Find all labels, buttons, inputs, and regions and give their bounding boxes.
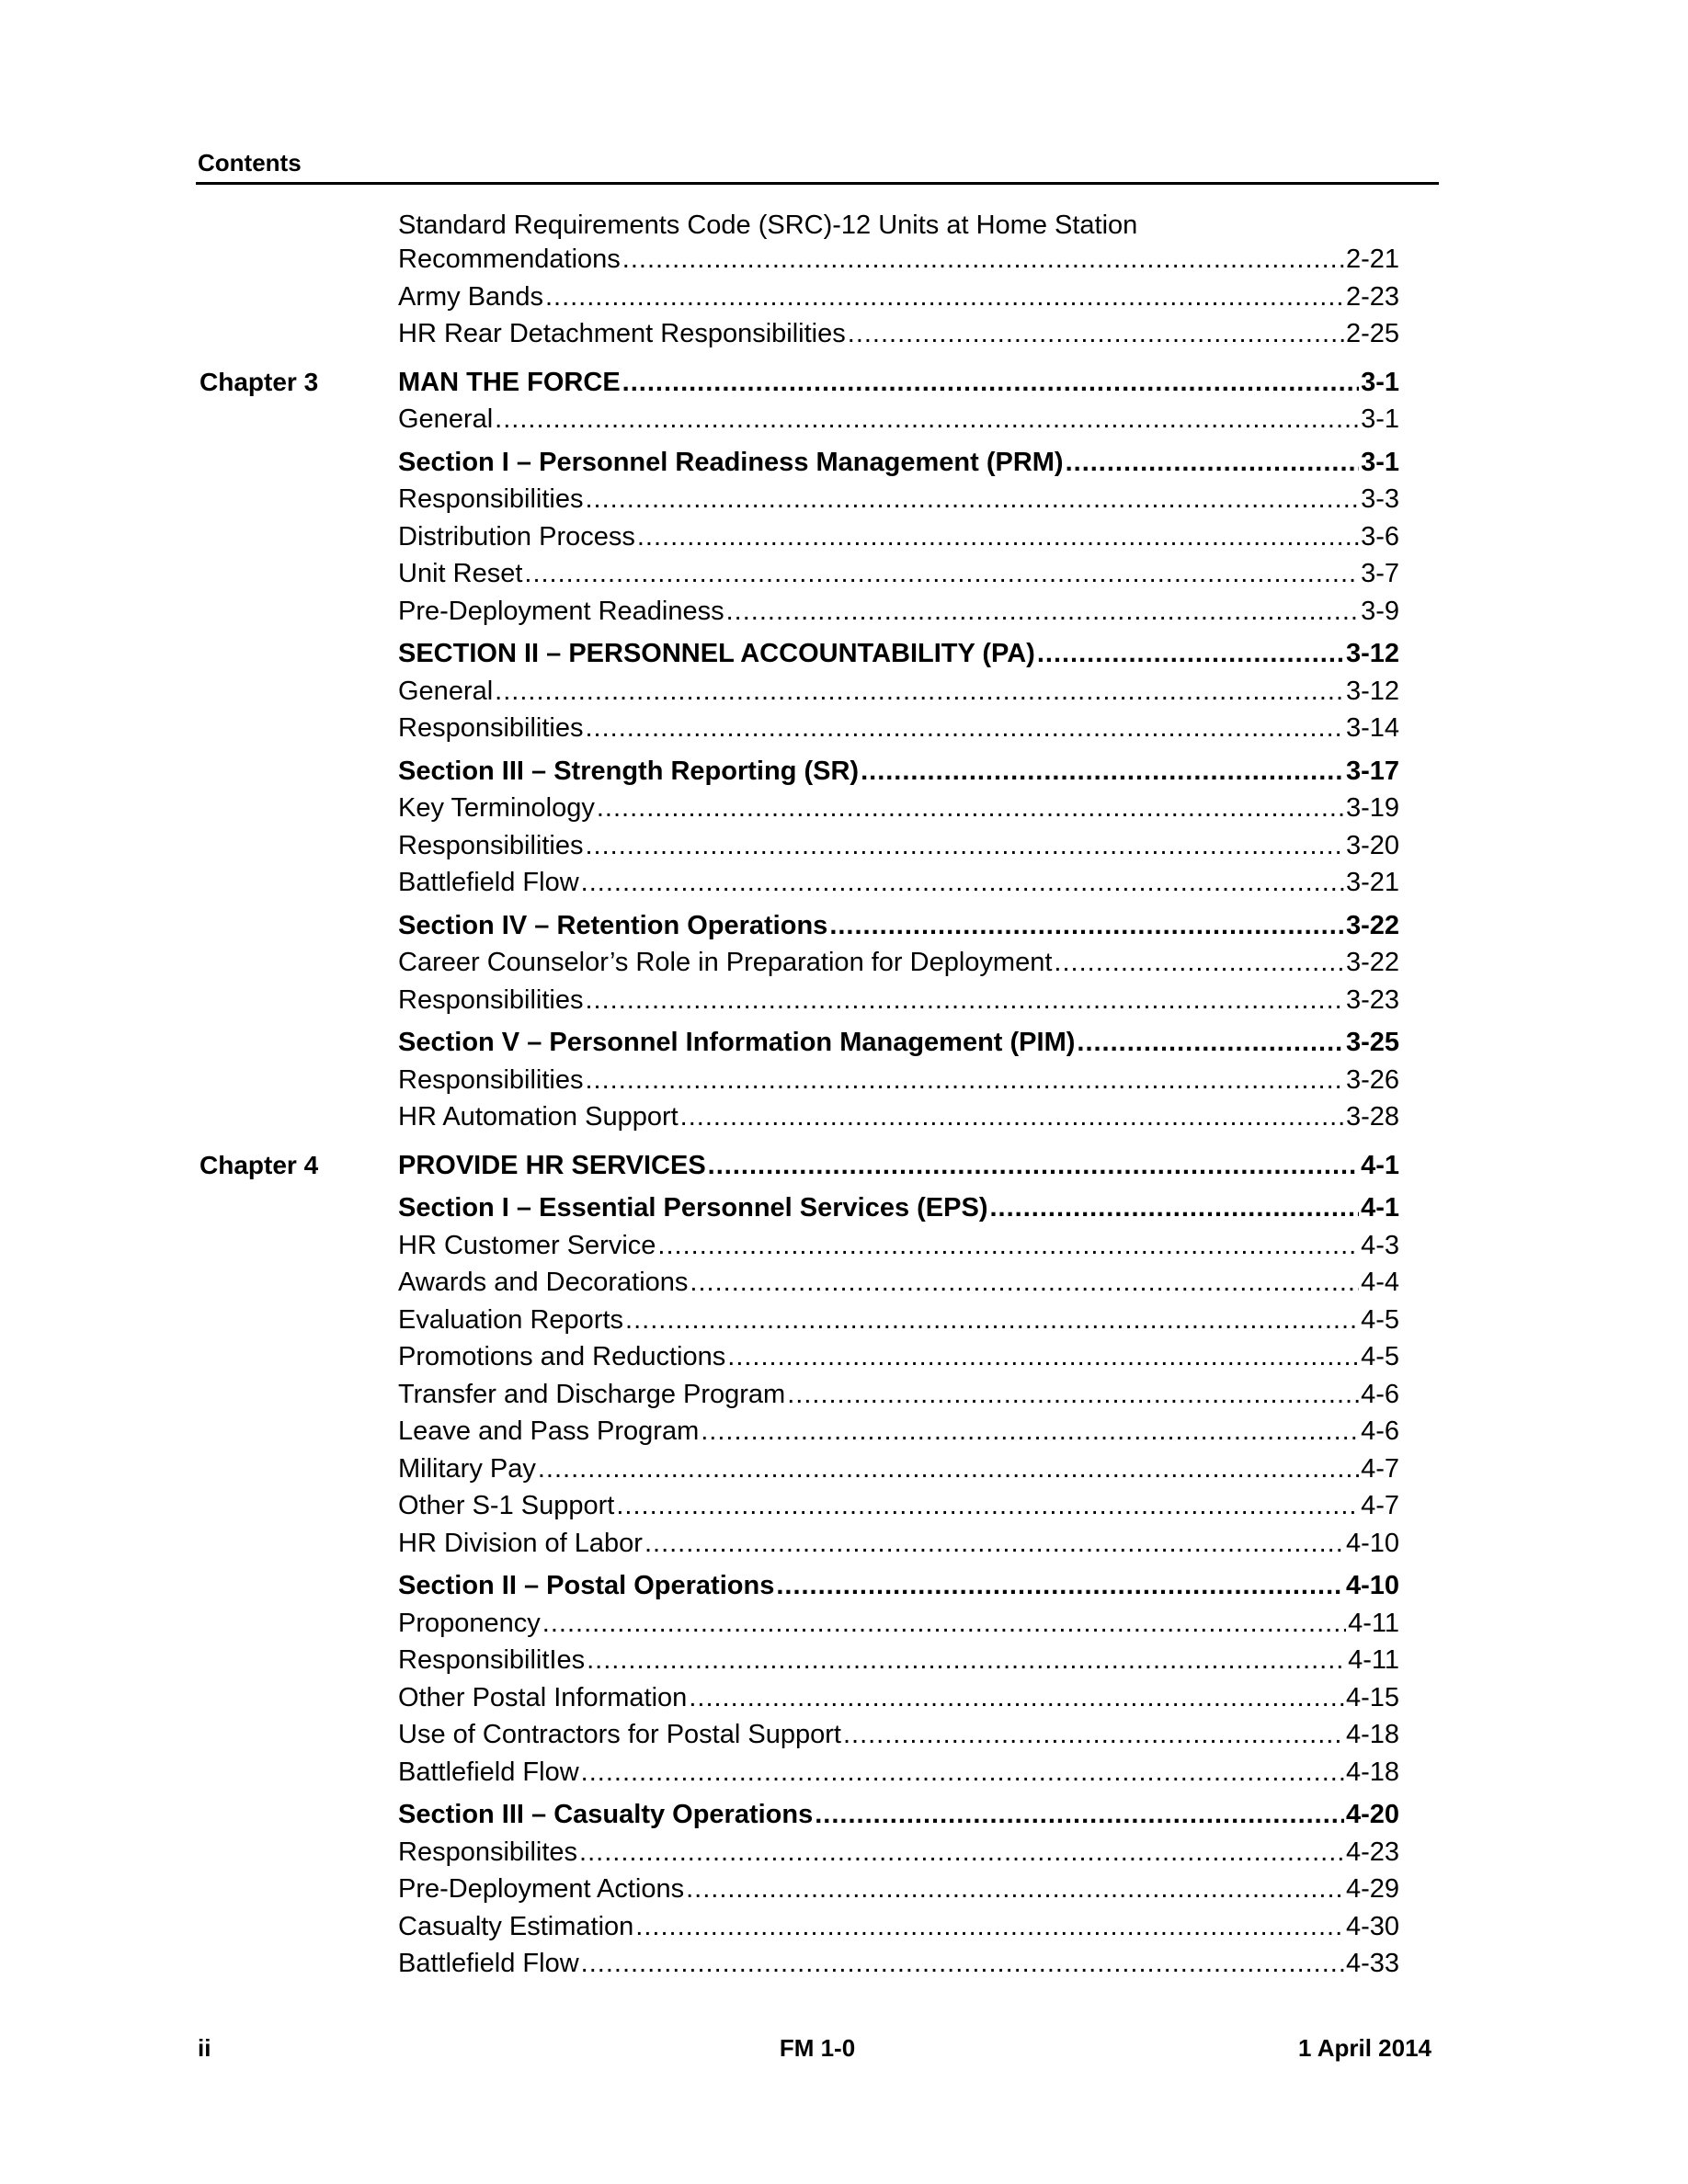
toc-entry-title: Other Postal Information <box>398 1682 688 1712</box>
toc-entry[interactable] <box>398 1098 1399 1136</box>
toc-heading-entry[interactable] <box>398 364 1399 402</box>
toc-entry-title: Transfer and Discharge Program <box>398 1379 786 1409</box>
dot-leader <box>787 1376 1359 1414</box>
toc-entry-page: 3-12 <box>1345 676 1399 706</box>
toc-entry[interactable] <box>398 1945 1399 1983</box>
dot-leader <box>815 1796 1344 1834</box>
toc-entry[interactable] <box>398 944 1399 982</box>
toc-entry-page: 4-15 <box>1345 1682 1399 1712</box>
toc-entry-page: 3-23 <box>1345 984 1399 1015</box>
toc-entry-title: Responsibilities <box>398 1064 584 1095</box>
dot-leader <box>625 1302 1359 1339</box>
dot-leader <box>686 1871 1344 1908</box>
toc-group <box>196 210 1439 353</box>
toc-entry[interactable] <box>398 1487 1399 1525</box>
dot-leader <box>597 790 1344 827</box>
toc-entry-title: Pre-Deployment Readiness <box>398 596 724 626</box>
toc-entry[interactable] <box>398 1413 1399 1450</box>
dot-leader <box>680 1098 1344 1136</box>
toc-entry-page: 4-20 <box>1345 1800 1399 1829</box>
toc-heading-entry[interactable] <box>398 1024 1399 1062</box>
dot-leader <box>1037 635 1344 673</box>
dot-leader <box>727 1338 1359 1376</box>
toc-entries <box>398 210 1399 353</box>
toc-entry-page: 4-33 <box>1345 1949 1399 1978</box>
toc-entry[interactable] <box>398 1338 1399 1376</box>
table-of-contents <box>196 210 1439 1994</box>
toc-entry-page: 3-9 <box>1361 596 1399 626</box>
toc-entry-title: ResponsibilitIes <box>398 1645 586 1675</box>
toc-entry[interactable] <box>398 1227 1399 1265</box>
toc-entry[interactable] <box>398 401 1399 438</box>
dot-leader <box>587 1642 1346 1679</box>
toc-entry-title: HR Automation Support <box>398 1102 679 1132</box>
toc-entry-page: 3-20 <box>1345 830 1399 860</box>
toc-entry[interactable] <box>398 673 1399 711</box>
toc-entry[interactable] <box>398 1834 1399 1871</box>
toc-heading-entry[interactable] <box>398 1147 1399 1185</box>
toc-entry-page: 2-25 <box>1345 319 1399 348</box>
dot-leader <box>701 1413 1359 1450</box>
toc-entry[interactable] <box>398 790 1399 827</box>
toc-entry-title: Use of Contractors for Postal Support <box>398 1720 841 1749</box>
toc-entry-page: 3-19 <box>1345 793 1399 823</box>
dot-leader <box>1077 1024 1344 1062</box>
toc-entry-page: 3-1 <box>1361 404 1399 434</box>
toc-entry[interactable] <box>398 555 1399 593</box>
running-head-title: Contents <box>198 149 302 176</box>
dot-leader <box>581 1754 1344 1792</box>
toc-entry-page: 4-5 <box>1361 1342 1399 1371</box>
toc-entry[interactable] <box>398 982 1399 1019</box>
toc-entry-page: 3-7 <box>1361 559 1399 588</box>
toc-entry-title: Career Counselor’s Role in Preparation for Deployment <box>398 948 1053 977</box>
toc-entry-page: 4-11 <box>1348 1645 1399 1675</box>
dot-leader <box>861 753 1344 791</box>
toc-entry-title: HR Division of Labor <box>398 1528 643 1558</box>
toc-entry-title: Battlefield Flow <box>398 1949 579 1978</box>
dot-leader <box>657 1227 1359 1265</box>
toc-entry-title: Other S-1 Support <box>398 1491 615 1520</box>
toc-heading-entry[interactable] <box>398 635 1399 673</box>
toc-entry-title: General <box>398 404 494 434</box>
toc-entry-page: 2-21 <box>1345 245 1399 274</box>
dot-leader <box>726 593 1359 631</box>
dot-leader <box>637 518 1359 556</box>
toc-entry[interactable] <box>398 1679 1399 1717</box>
toc-entry-title: Awards and Decorations <box>398 1268 689 1297</box>
toc-entry[interactable] <box>398 1302 1399 1339</box>
toc-entry-title: Responsibilities <box>398 484 584 514</box>
toc-entry-title: Key Terminology <box>398 793 595 823</box>
toc-entry-page: 4-5 <box>1361 1304 1399 1335</box>
toc-entry-page: 4-7 <box>1361 1453 1399 1484</box>
dot-leader <box>581 864 1344 902</box>
toc-entry-title: Section III – Strength Reporting (SR) <box>398 756 860 786</box>
footer-publication: FM 1-0 <box>779 2034 856 2062</box>
toc-entries <box>398 364 1399 1136</box>
toc-entry[interactable] <box>398 1450 1399 1488</box>
dot-leader <box>524 555 1359 593</box>
toc-entry[interactable] <box>398 1376 1399 1414</box>
toc-entry-title: Battlefield Flow <box>398 1757 579 1787</box>
dot-leader <box>538 1450 1359 1488</box>
dot-leader <box>990 1189 1360 1227</box>
toc-entry-page: 4-30 <box>1345 1911 1399 1941</box>
toc-heading-entry[interactable] <box>398 753 1399 791</box>
toc-entry-title: Pre-Deployment Actions <box>398 1874 685 1904</box>
toc-entry-title: Distribution Process <box>398 521 635 552</box>
toc-entry-title: General <box>398 676 494 706</box>
dot-leader <box>586 710 1344 747</box>
toc-entry-title: Casualty Estimation <box>398 1911 634 1941</box>
toc-entry-page: 4-6 <box>1361 1416 1399 1446</box>
toc-entry-title: Battlefield Flow <box>398 868 579 897</box>
toc-entry-title: Military Pay <box>398 1453 536 1484</box>
toc-heading-entry[interactable] <box>398 1796 1399 1834</box>
footer-page-number: ii <box>198 2034 211 2062</box>
toc-entry-title: Section I – Essential Personnel Services (EPS) <box>398 1193 988 1223</box>
toc-entry[interactable] <box>398 241 1399 279</box>
toc-entry-title: Section II – Postal Operations <box>398 1571 775 1600</box>
dot-leader <box>1066 444 1360 482</box>
toc-entry-title: Section V – Personnel Information Management (PIM) <box>398 1028 1076 1057</box>
dot-leader <box>616 1487 1359 1525</box>
toc-entry[interactable] <box>398 1716 1399 1754</box>
toc-entry-page: 3-3 <box>1361 484 1399 514</box>
dot-leader <box>689 1679 1344 1717</box>
dot-leader <box>545 279 1344 316</box>
toc-entry-page: 3-28 <box>1345 1102 1399 1132</box>
chapter-label: Chapter 4 <box>200 1150 319 1179</box>
toc-entry-page: 3-21 <box>1345 868 1399 897</box>
toc-entry-page: 3-14 <box>1345 713 1399 743</box>
toc-entry-page: 4-10 <box>1345 1528 1399 1558</box>
toc-entry-title: HR Customer Service <box>398 1230 656 1260</box>
toc-entry[interactable] <box>398 1754 1399 1792</box>
toc-heading-entry[interactable] <box>398 907 1399 945</box>
toc-entry[interactable] <box>398 481 1399 518</box>
toc-entry-title: Proponency <box>398 1608 541 1638</box>
toc-group <box>196 1147 1439 1983</box>
toc-entry-title: Evaluation Reports <box>398 1304 624 1335</box>
toc-entry-page: 2-23 <box>1345 281 1399 312</box>
running-head <box>196 149 1439 185</box>
toc-entry-title: Army Bands <box>398 281 543 312</box>
toc-entry-title: Section I – Personnel Readiness Management (PRM) <box>398 447 1064 477</box>
footer-date: 1 April 2014 <box>1297 2034 1431 2062</box>
toc-entry-page: 3-1 <box>1361 447 1399 477</box>
toc-entry-page: 4-3 <box>1361 1230 1399 1260</box>
toc-entry-title: MAN THE FORCE <box>398 367 621 397</box>
toc-entry[interactable] <box>398 1871 1399 1908</box>
toc-heading-entry[interactable] <box>398 444 1399 482</box>
page-footer <box>196 2034 1439 2064</box>
toc-entry-page: 3-22 <box>1345 910 1399 940</box>
toc-entry-page: 4-10 <box>1345 1571 1399 1600</box>
toc-entry-page: 4-6 <box>1361 1379 1399 1409</box>
toc-entry-page: 4-18 <box>1345 1720 1399 1749</box>
dot-leader <box>829 907 1344 945</box>
toc-entry-page: 3-17 <box>1345 756 1399 786</box>
dot-leader <box>622 241 1344 279</box>
dot-leader <box>495 401 1359 438</box>
dot-leader <box>586 982 1344 1019</box>
toc-entry-title: Promotions and Reductions <box>398 1342 726 1371</box>
toc-heading-entry[interactable] <box>398 1189 1399 1227</box>
dot-leader <box>581 1945 1344 1983</box>
toc-entry-page: 3-26 <box>1345 1064 1399 1095</box>
dot-leader <box>586 481 1360 518</box>
toc-entry[interactable] <box>398 1605 1399 1643</box>
toc-entry[interactable] <box>398 1642 1399 1679</box>
toc-entry-page: 3-6 <box>1361 521 1399 552</box>
toc-entry[interactable] <box>398 710 1399 747</box>
dot-leader <box>776 1567 1344 1605</box>
toc-entry-title-line: Standard Requirements Code (SRC)-12 Units at Home Station <box>398 210 1138 240</box>
dot-leader <box>586 1062 1344 1099</box>
dot-leader <box>579 1834 1344 1871</box>
dot-leader <box>690 1264 1359 1302</box>
toc-entry[interactable] <box>398 279 1399 316</box>
toc-entry[interactable] <box>398 1062 1399 1099</box>
toc-entry[interactable] <box>398 1908 1399 1946</box>
dot-leader <box>708 1147 1359 1185</box>
toc-entry[interactable] <box>398 864 1399 902</box>
toc-entry[interactable] <box>398 593 1399 631</box>
toc-entry[interactable] <box>398 1264 1399 1302</box>
toc-entry-page: 3-22 <box>1345 948 1399 977</box>
toc-entry-page: 3-25 <box>1345 1028 1399 1057</box>
toc-group <box>196 364 1439 1136</box>
toc-heading-entry[interactable] <box>398 1567 1399 1605</box>
dot-leader <box>542 1605 1346 1643</box>
toc-entry-page: 4-1 <box>1361 1150 1399 1180</box>
toc-entry-title: Responsibilites <box>398 1837 578 1867</box>
dot-leader <box>622 364 1359 402</box>
toc-entry-title: SECTION II – PERSONNEL ACCOUNTABILITY (PA) <box>398 639 1035 668</box>
toc-entry-title: Section III – Casualty Operations <box>398 1800 814 1829</box>
dot-leader <box>644 1525 1344 1563</box>
dot-leader <box>495 673 1344 711</box>
toc-entry[interactable] <box>398 827 1399 865</box>
dot-leader <box>586 827 1344 865</box>
toc-entry-page: 4-1 <box>1361 1193 1399 1223</box>
dot-leader <box>635 1908 1344 1946</box>
toc-entry-title: PROVIDE HR SERVICES <box>398 1150 706 1180</box>
toc-entries <box>398 1147 1399 1983</box>
toc-entry-page: 3-1 <box>1361 367 1399 397</box>
toc-entry-title: Unit Reset <box>398 559 523 588</box>
toc-entry-title: Responsibilities <box>398 713 584 743</box>
toc-entry-title: Leave and Pass Program <box>398 1416 700 1446</box>
toc-entry[interactable] <box>398 315 1399 353</box>
toc-entry[interactable] <box>398 518 1399 556</box>
dot-leader <box>848 315 1344 353</box>
toc-entry-title: Responsibilities <box>398 984 584 1015</box>
toc-entry-page: 4-7 <box>1361 1491 1399 1520</box>
toc-entry-title: Recommendations <box>398 245 621 274</box>
toc-entry-title: Responsibilities <box>398 830 584 860</box>
toc-entry-page: 4-11 <box>1348 1608 1399 1638</box>
toc-entry-page: 4-18 <box>1345 1757 1399 1787</box>
dot-leader <box>1054 944 1344 982</box>
toc-entry-page: 3-12 <box>1345 639 1399 668</box>
toc-entry-title: HR Rear Detachment Responsibilities <box>398 319 846 348</box>
toc-entry[interactable] <box>398 1525 1399 1563</box>
dot-leader <box>843 1716 1344 1754</box>
toc-entry-title: Section IV – Retention Operations <box>398 910 828 940</box>
toc-entry-page: 4-23 <box>1345 1837 1399 1867</box>
toc-entry-page: 4-29 <box>1345 1874 1399 1904</box>
chapter-label: Chapter 3 <box>200 367 319 396</box>
toc-entry-page: 4-4 <box>1361 1268 1399 1297</box>
